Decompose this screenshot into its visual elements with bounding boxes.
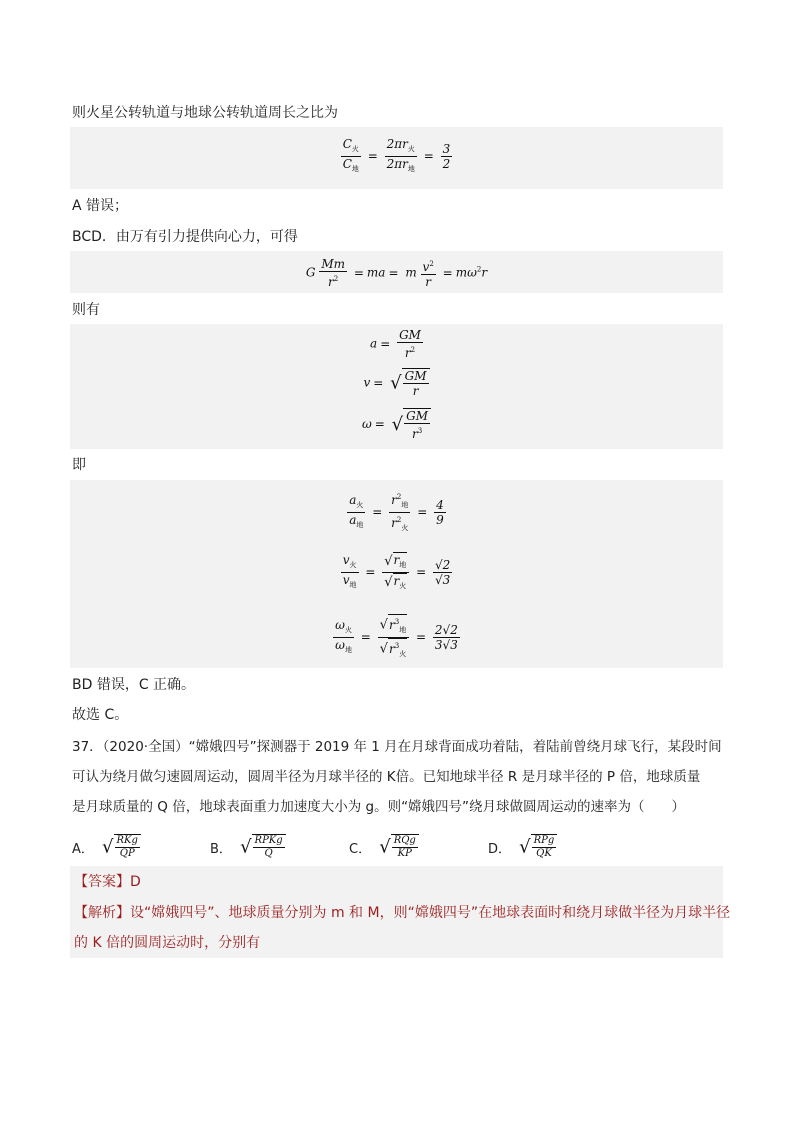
equation-gravitation: G $\frac{Mm}{r^2}$ = ma = m $\frac{v^2}{r}$ = $m\omega^2r$ — [305, 257, 488, 289]
analysis-line-1: 【解析】设“嫦娥四号”、地球质量分别为 m 和 M，则“嫦娥四号”在地球表面时和绕月球做半径为月球半径 — [74, 905, 731, 921]
equation-box-gravitation — [70, 251, 723, 293]
equation-box-ratios — [70, 480, 723, 668]
answer-label: 【答案】 — [74, 874, 130, 890]
equation-acceleration-ratio: $\frac{a_火}{a_地}$ = $\frac{r^2_地}{r^2_火}$ = $\frac{4}{9}$ — [70, 490, 723, 535]
bd-wrong-text: BD 错误，C 正确。 — [72, 677, 196, 693]
choose-text: 故选 C。 — [72, 707, 129, 723]
intro-text: 则火星公转轨道与地球公转轨道周长之比为 — [72, 105, 338, 121]
a-wrong-text: A 错误； — [72, 198, 129, 214]
equation-circumference-ratio: $\frac{C_火}{C_地}$ = $\frac{2\pi r_火}{2\pi r_地}$ = $\frac{3}{2}$ — [342, 137, 451, 173]
answer-line — [74, 872, 141, 892]
equation-box-formulas — [70, 324, 723, 449]
option-d[interactable]: D． √ $\frac{\text{RPg}}{QK}$ — [488, 834, 557, 860]
option-c[interactable]: C． √ $\frac{\text{RQg}}{KP}$ — [349, 834, 419, 860]
bcd-text: BCD．由万有引力提供向心力，可得 — [72, 229, 298, 245]
option-b[interactable]: B． √ $\frac{\text{RPKg}}{Q}$ — [210, 834, 286, 860]
equation-box-circumference — [70, 127, 723, 189]
ji-text: 即 — [72, 457, 86, 473]
answer-box — [70, 866, 731, 958]
then-text: 则有 — [72, 302, 100, 318]
equation-acceleration: a = $\frac{GM}{r^2}$ — [370, 328, 421, 360]
equation-angular-velocity-ratio: $\frac{\omega_火}{\omega_地}$ = $\frac{√r^3_地}{√r^3_火}$ = $\frac{2√2}{3√3}$ — [70, 614, 723, 661]
question-line-1: 37．（2020·全国）“嫦娥四号”探测器于 2019 年 1 月在月球背面成功着陆，着陆前曾绕月球飞行，某段时间 — [72, 739, 722, 755]
equation-velocity: v = √ $\frac{GM}{r}$ — [70, 368, 723, 398]
equation-angular-velocity: ω = √ $\frac{GM}{r^3}$ — [70, 408, 723, 441]
analysis-line-2: 的 K 倍的圆周运动时，分别有 — [74, 935, 261, 951]
option-a[interactable]: A． √ $\frac{\text{RKg}}{QP}$ — [72, 834, 141, 860]
answer-value: D — [130, 874, 141, 890]
question-line-2: 可认为绕月做匀速圆周运动，圆周半径为月球半径的 K倍。已知地球半径 R 是月球半径的 P 倍，地球质量 — [72, 769, 701, 785]
analysis-label: 【解析】 — [74, 905, 130, 921]
question-line-3: 是月球质量的 Q 倍，地球表面重力加速度大小为 g。则“嫦娥四号”绕月球做圆周运动的速率为（ ） — [72, 799, 686, 815]
equation-velocity-ratio: $\frac{v_火}{v_地}$ = $\frac{√r_地}{√r_火}$ = $\frac{√2}{√3}$ — [70, 552, 723, 593]
